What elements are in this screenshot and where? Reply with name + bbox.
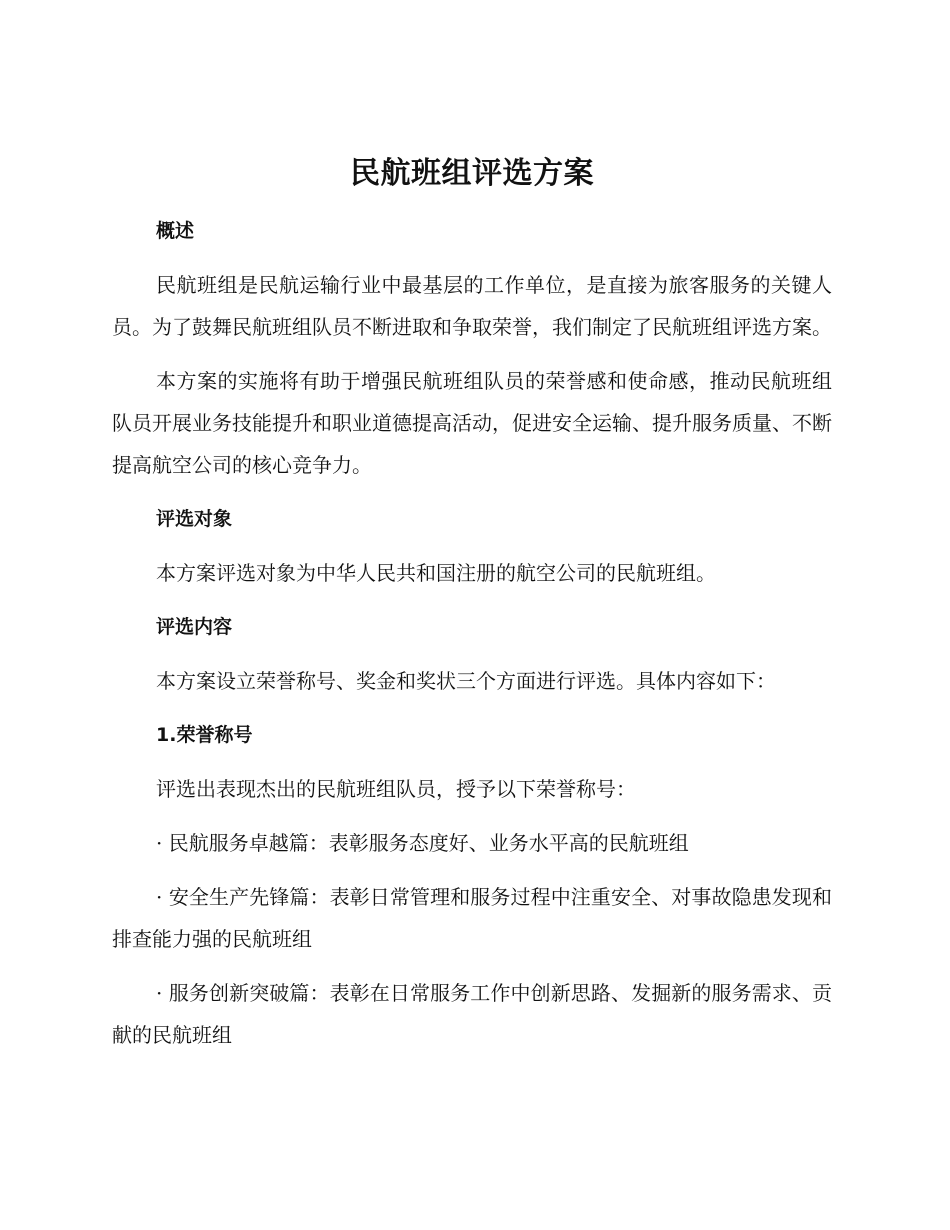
spacer <box>112 252 832 264</box>
section-heading-overview: 概述 <box>156 220 195 242</box>
section-heading-targets: 评选对象 <box>156 508 233 530</box>
honors-intro: 评选出表现杰出的民航班组队员，授予以下荣誉称号： <box>156 777 636 801</box>
overview-paragraph-2: 本方案的实施将有助于增强民航班组队员的荣誉感和使命感，推动民航班组队员开展业务技能提升和职业道德提高活动，促进安全运输、提升服务质量、不断提高航空公司的核心竞争力。 <box>112 369 832 477</box>
honor-item-service-innovation: · 服务创新突破篇：表彰在日常服务工作中创新思路、发掘新的服务需求、贡献的民航班组 <box>112 981 832 1047</box>
document-body <box>112 150 832 1068</box>
document-title: 民航班组评选方案 <box>350 156 594 191</box>
honor-item-service-excellence: · 民航服务卓越篇：表彰服务态度好、业务水平高的民航班组 <box>156 831 689 855</box>
spacer <box>112 756 832 768</box>
section-heading-honors: 1.荣誉称号 <box>156 724 253 746</box>
honor-item-safety-pioneer: · 安全生产先锋篇：表彰日常管理和服务过程中注重安全、对事故隐患发现和排查能力强的民航班组 <box>112 885 832 951</box>
targets-paragraph: 本方案评选对象为中华人民共和国注册的航空公司的民航班组。 <box>156 561 716 585</box>
overview-paragraph-1: 民航班组是民航运输行业中最基层的工作单位，是直接为旅客服务的关键人员。为了鼓舞民航班组队员不断进取和争取荣誉，我们制定了民航班组评选方案。 <box>112 273 832 339</box>
spacer <box>112 540 832 552</box>
section-heading-content: 评选内容 <box>156 616 233 638</box>
content-paragraph: 本方案设立荣誉称号、奖金和奖状三个方面进行评选。具体内容如下： <box>156 669 776 693</box>
spacer <box>112 648 832 660</box>
